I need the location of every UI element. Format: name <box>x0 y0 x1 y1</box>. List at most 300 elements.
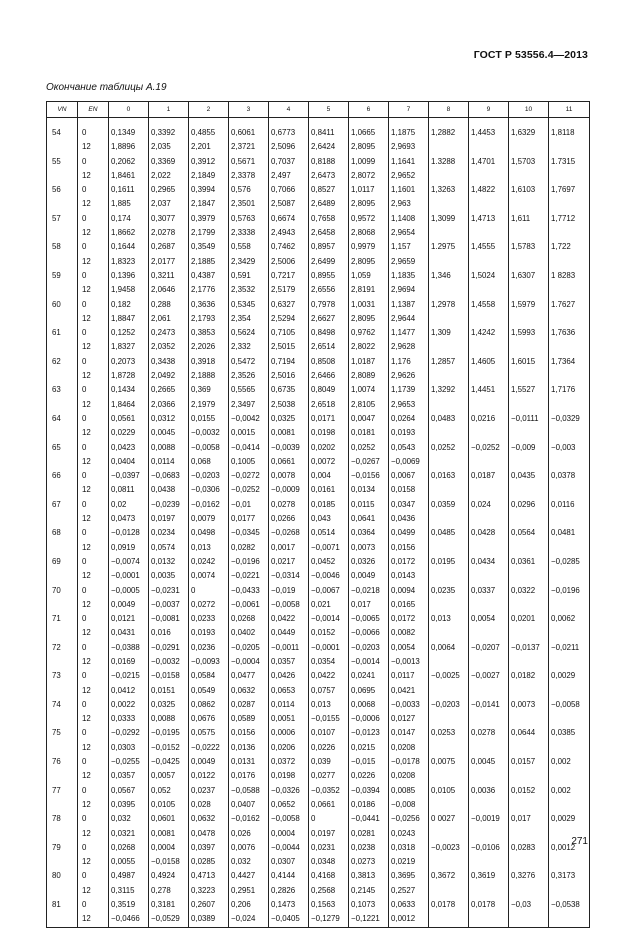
table-cell: 2,9644 <box>389 312 429 326</box>
table-cell: 0,0428 <box>469 526 509 540</box>
table-cell: 0,0549 <box>189 684 229 698</box>
table-cell: 0,5565 <box>229 383 269 397</box>
table-cell: −0,0239 <box>149 498 189 512</box>
table-cell: 0,576 <box>229 183 269 197</box>
table-row <box>47 798 590 812</box>
table-cell: −0,0058 <box>189 441 229 455</box>
table-row <box>47 555 590 569</box>
table-cell <box>47 255 78 269</box>
table-cell: 0,0115 <box>349 498 389 512</box>
table-cell: 2,061 <box>149 312 189 326</box>
table-cell: −0,008 <box>389 798 429 812</box>
table-cell: 1,6103 <box>509 183 549 197</box>
table-cell: 0,7462 <box>269 240 309 254</box>
table-row <box>47 898 590 912</box>
table-row <box>47 398 590 412</box>
table-cell: 0,0268 <box>229 612 269 626</box>
table-cell: 0,0426 <box>269 669 309 683</box>
table-cell: 12 <box>78 598 109 612</box>
table-cell: 1,1835 <box>389 269 429 283</box>
table-cell: 0,0088 <box>149 712 189 726</box>
table-row <box>47 355 590 369</box>
table-cell <box>47 541 78 555</box>
table-cell: −0,0156 <box>349 469 389 483</box>
table-cell: 0,0231 <box>309 841 349 855</box>
table-cell: 0,0661 <box>269 455 309 469</box>
table-cell: 2,3721 <box>229 140 269 154</box>
table-cell: 63 <box>47 383 78 397</box>
table-cell: 0,0633 <box>389 898 429 912</box>
table-cell: 0 <box>78 555 109 569</box>
table-cell: 1,7712 <box>549 212 590 226</box>
table-cell: 0,0049 <box>349 569 389 583</box>
table-cell: −0,0093 <box>189 655 229 669</box>
table-cell: −0,0306 <box>189 483 229 497</box>
table-cell: 78 <box>47 812 78 826</box>
table-cell: 1,4555 <box>469 240 509 254</box>
table-cell: 0,0171 <box>309 412 349 426</box>
table-cell: 0,017 <box>509 812 549 826</box>
table-cell <box>47 912 78 927</box>
table-cell: 0,0157 <box>509 755 549 769</box>
table-cell: 0,3918 <box>189 355 229 369</box>
table-cell: 72 <box>47 641 78 655</box>
table-cell <box>549 455 590 469</box>
table-row <box>47 340 590 354</box>
table-cell: 0,2951 <box>229 884 269 898</box>
table-cell: −0,0195 <box>149 726 189 740</box>
table-row <box>47 212 590 226</box>
table-cell: 0,0152 <box>509 784 549 798</box>
table-cell: 81 <box>47 898 78 912</box>
table-cell: 2,5016 <box>269 369 309 383</box>
table-cell <box>509 169 549 183</box>
table-row <box>47 855 590 869</box>
table-cell: 0,0348 <box>309 855 349 869</box>
table-cell: −0,1221 <box>349 912 389 927</box>
table-row <box>47 483 590 497</box>
table-cell: 0 <box>78 183 109 197</box>
table-cell: 0,016 <box>149 626 189 640</box>
table-cell: 0,0161 <box>309 483 349 497</box>
table-cell <box>429 684 469 698</box>
table-cell: 0,8188 <box>309 155 349 169</box>
table-cell: −0,0215 <box>109 669 149 683</box>
table-cell: 12 <box>78 912 109 927</box>
table-cell: 2,6556 <box>309 283 349 297</box>
table-cell: 0,0131 <box>229 755 269 769</box>
table-cell: 0,0178 <box>429 898 469 912</box>
table-cell: 0,032 <box>229 855 269 869</box>
table-cell: 12 <box>78 512 109 526</box>
table-cell: −0,0011 <box>269 641 309 655</box>
table-cell: 0,3276 <box>509 869 549 883</box>
table-cell <box>509 369 549 383</box>
table-row <box>47 183 590 197</box>
table-cell: −0,0433 <box>229 584 269 598</box>
table-cell: −0,0123 <box>349 726 389 740</box>
table-cell: 0,0193 <box>189 626 229 640</box>
table-cell: 1,3099 <box>429 212 469 226</box>
table-row <box>47 526 590 540</box>
table-cell: 1,059 <box>349 269 389 283</box>
column-header-col-6: 6 <box>349 102 389 118</box>
table-cell <box>549 855 590 869</box>
table-cell <box>429 741 469 755</box>
table-cell <box>47 569 78 583</box>
table-cell: −0,0069 <box>389 455 429 469</box>
table-cell: 0,0282 <box>229 541 269 555</box>
table-cell: 12 <box>78 855 109 869</box>
table-cell <box>47 512 78 526</box>
table-cell: 0,0178 <box>469 898 509 912</box>
table-row <box>47 226 590 240</box>
table-cell: 1,8728 <box>109 369 149 383</box>
table-cell: −0,0326 <box>269 784 309 798</box>
table-cell <box>47 169 78 183</box>
table-cell: 54 <box>47 126 78 140</box>
table-cell: 1,1641 <box>389 155 429 169</box>
table-cell: 1,4242 <box>469 326 509 340</box>
table-cell: 77 <box>47 784 78 798</box>
table-cell <box>549 569 590 583</box>
table-cell: 0,0047 <box>349 412 389 426</box>
table-cell: 0,0073 <box>349 541 389 555</box>
table-cell: −0,0023 <box>429 841 469 855</box>
table-cell: 2,332 <box>229 340 269 354</box>
table-cell: 1,9458 <box>109 283 149 297</box>
table-row <box>47 884 590 898</box>
table-cell <box>47 426 78 440</box>
table-cell <box>429 827 469 841</box>
table-cell: 0,0158 <box>389 483 429 497</box>
table-cell: 0,0357 <box>109 769 149 783</box>
table-cell: −0,0207 <box>469 641 509 655</box>
table-cell <box>549 741 590 755</box>
table-cell: 0,0226 <box>349 769 389 783</box>
table-cell: 0,7105 <box>269 326 309 340</box>
table-cell: 0,3211 <box>149 269 189 283</box>
table-cell: 2,8095 <box>349 140 389 154</box>
table-cell: 0,182 <box>109 298 149 312</box>
table-cell: 0,5345 <box>229 298 269 312</box>
table-cell: 0,4427 <box>229 869 269 883</box>
table-cell: −0,0014 <box>349 655 389 669</box>
table-cell: 0,3173 <box>549 869 590 883</box>
table-cell <box>549 369 590 383</box>
table-row <box>47 841 590 855</box>
table-cell <box>429 798 469 812</box>
table-cell: 0,013 <box>189 541 229 555</box>
table-cell: 0,0015 <box>229 426 269 440</box>
table-cell <box>47 798 78 812</box>
table-cell <box>509 769 549 783</box>
table-cell: 12 <box>78 140 109 154</box>
table-cell: 1,1739 <box>389 383 429 397</box>
table-cell <box>549 169 590 183</box>
table-cell: 0,3672 <box>429 869 469 883</box>
table-cell: 2,3338 <box>229 226 269 240</box>
table-row <box>47 712 590 726</box>
table-cell: 2,354 <box>229 312 269 326</box>
table-row <box>47 455 590 469</box>
table-cell: −0,0001 <box>109 569 149 583</box>
table-cell: 0,0272 <box>189 598 229 612</box>
table-cell: −0,0037 <box>149 598 189 612</box>
table-cell: 0,0564 <box>509 526 549 540</box>
table-cell: 0,0233 <box>189 612 229 626</box>
table-cell: −0,0211 <box>549 641 590 655</box>
table-cell: 0,0584 <box>189 669 229 683</box>
table-cell: 2,5006 <box>269 255 309 269</box>
table-cell: 0,0325 <box>149 698 189 712</box>
column-header-col-5: 5 <box>309 102 349 118</box>
table-cell: 0,0187 <box>469 469 509 483</box>
table-cell: 2,5038 <box>269 398 309 412</box>
table-cell: 0,0238 <box>349 841 389 855</box>
table-cell: 0,0431 <box>109 626 149 640</box>
table-cell: 2,3501 <box>229 197 269 211</box>
table-cell <box>469 884 509 898</box>
table-cell <box>549 255 590 269</box>
table-cell: −0,0267 <box>349 455 389 469</box>
table-cell: 1,1875 <box>389 126 429 140</box>
table-cell: 0,9979 <box>349 240 389 254</box>
table-cell: 1.7627 <box>549 298 590 312</box>
table-cell: 1,8323 <box>109 255 149 269</box>
column-header-vn: VN <box>47 102 78 118</box>
table-cell <box>509 712 549 726</box>
table-cell: 0 <box>78 869 109 883</box>
table-cell: 0,0242 <box>189 555 229 569</box>
table-cell: −0,0218 <box>349 584 389 598</box>
table-cell: 0,0325 <box>269 412 309 426</box>
table-cell: 0 <box>78 269 109 283</box>
table-cell: 0,1644 <box>109 240 149 254</box>
table-cell: 0,0081 <box>149 827 189 841</box>
table-cell: 0,0347 <box>389 498 429 512</box>
table-cell: 1,4451 <box>469 383 509 397</box>
table-cell: −0,0027 <box>469 669 509 683</box>
table-cell <box>469 769 509 783</box>
table-cell <box>549 626 590 640</box>
table-cell <box>549 512 590 526</box>
column-header-col-3: 3 <box>229 102 269 118</box>
table-cell: 1,6307 <box>509 269 549 283</box>
table-cell: −0,0006 <box>349 712 389 726</box>
table-cell: 0,5624 <box>229 326 269 340</box>
table-cell: 0,6674 <box>269 212 309 226</box>
table-cell: −0,0292 <box>109 726 149 740</box>
table-cell: 0 <box>78 298 109 312</box>
table-cell <box>509 312 549 326</box>
table-cell: 76 <box>47 755 78 769</box>
spacer-row <box>47 118 590 127</box>
table-cell: 2,1776 <box>189 283 229 297</box>
table-cell: 12 <box>78 283 109 297</box>
column-header-col-9: 9 <box>469 102 509 118</box>
table-cell: 0,0182 <box>509 669 549 683</box>
table-cell: 74 <box>47 698 78 712</box>
table-cell <box>509 483 549 497</box>
table-cell: 0 <box>78 441 109 455</box>
table-cell <box>429 855 469 869</box>
table-row <box>47 626 590 640</box>
table-cell: 0,0473 <box>109 512 149 526</box>
table-cell: 12 <box>78 455 109 469</box>
table-cell <box>509 827 549 841</box>
page-number: 271 <box>571 836 588 847</box>
table-cell: 2,035 <box>149 140 189 154</box>
table-cell: 69 <box>47 555 78 569</box>
table-cell: 0,0114 <box>149 455 189 469</box>
table-row <box>47 498 590 512</box>
table-cell: −0,0538 <box>549 898 590 912</box>
table-cell: −0,0314 <box>269 569 309 583</box>
table-cell: −0,0441 <box>349 812 389 826</box>
table-cell: −0,019 <box>269 584 309 598</box>
table-cell <box>429 541 469 555</box>
table-cell <box>429 169 469 183</box>
table-cell: 66 <box>47 469 78 483</box>
table-cell: 2,9694 <box>389 283 429 297</box>
table-cell: 2,9652 <box>389 169 429 183</box>
table-cell: 0,6061 <box>229 126 269 140</box>
table-cell: 0 <box>78 526 109 540</box>
table-cell: 0,0181 <box>349 426 389 440</box>
table-cell: 2,1885 <box>189 255 229 269</box>
table-cell: 0,0485 <box>429 526 469 540</box>
table-cell: 0,0574 <box>149 541 189 555</box>
table-cell: 2,201 <box>189 140 229 154</box>
table-cell: 0,3912 <box>189 155 229 169</box>
table-row <box>47 769 590 783</box>
table-cell: 0,0226 <box>309 741 349 755</box>
table-cell: 0 <box>78 612 109 626</box>
table-cell: 1,1408 <box>389 212 429 226</box>
table-cell: 0,0012 <box>389 912 429 927</box>
table-cell <box>429 340 469 354</box>
table-cell: 2,9653 <box>389 398 429 412</box>
table-cell: 2,1849 <box>189 169 229 183</box>
table-cell: 12 <box>78 655 109 669</box>
table-cell: 1,3292 <box>429 383 469 397</box>
table-cell: 0,0075 <box>429 755 469 769</box>
table-cell: 0,0397 <box>189 841 229 855</box>
table-cell: 0,0252 <box>349 441 389 455</box>
table-cell: −0,0252 <box>469 441 509 455</box>
table-cell: −0,01 <box>229 498 269 512</box>
table-cell: 2,5015 <box>269 340 309 354</box>
table-cell <box>47 283 78 297</box>
table-cell: 0,1473 <box>269 898 309 912</box>
table-cell <box>469 798 509 812</box>
table-cell: 0,288 <box>149 298 189 312</box>
table-cell: 0,0208 <box>389 769 429 783</box>
table-cell <box>47 884 78 898</box>
table-cell: 0,0412 <box>109 684 149 698</box>
table-cell: −0,0025 <box>429 669 469 683</box>
table-cell: 0,0197 <box>149 512 189 526</box>
table-cell: 0,0117 <box>389 669 429 683</box>
table-cell: −0,0014 <box>309 612 349 626</box>
table-cell: −0,0039 <box>269 441 309 455</box>
table-cell: 0,0172 <box>389 612 429 626</box>
table-cell: 79 <box>47 841 78 855</box>
table-cell: 2,8095 <box>349 255 389 269</box>
table-cell: 0,0176 <box>229 769 269 783</box>
table-cell: 0,0165 <box>389 598 429 612</box>
table-cell: 12 <box>78 541 109 555</box>
table-cell <box>47 455 78 469</box>
table-cell: −0,0005 <box>109 584 149 598</box>
table-cell: 0,3636 <box>189 298 229 312</box>
table-cell: 0,8527 <box>309 183 349 197</box>
table-cell: 0,1252 <box>109 326 149 340</box>
table-cell: 0,002 <box>549 755 590 769</box>
table-cell: 12 <box>78 340 109 354</box>
table-cell: −0,1279 <box>309 912 349 927</box>
table-cell: 0,0193 <box>389 426 429 440</box>
table-cell: −0,0203 <box>429 698 469 712</box>
table-cell: 12 <box>78 255 109 269</box>
table-cell: 0,6327 <box>269 298 309 312</box>
table-cell <box>469 398 509 412</box>
table-cell: −0,0137 <box>509 641 549 655</box>
table-cell: 60 <box>47 298 78 312</box>
table-cell: 0,0076 <box>229 841 269 855</box>
table-cell: −0,0042 <box>229 412 269 426</box>
table-cell: 0,0143 <box>389 569 429 583</box>
table-row <box>47 784 590 798</box>
table-cell: 2,0366 <box>149 398 189 412</box>
table-cell: 0,0045 <box>469 755 509 769</box>
table-cell <box>429 512 469 526</box>
table-cell <box>47 712 78 726</box>
table-cell <box>509 140 549 154</box>
table-cell: 1,5527 <box>509 383 549 397</box>
table-cell <box>549 769 590 783</box>
table-cell: −0,0255 <box>109 755 149 769</box>
table-cell: −0,0155 <box>309 712 349 726</box>
table-cell <box>469 197 509 211</box>
table-cell: 0,8957 <box>309 240 349 254</box>
table-cell: −0,0256 <box>389 812 429 826</box>
table-cell: 2,5179 <box>269 283 309 297</box>
table-cell <box>429 255 469 269</box>
table-cell <box>429 140 469 154</box>
table-cell: 0,0185 <box>309 498 349 512</box>
table-cell: 0,0449 <box>269 626 309 640</box>
table-cell: 0 <box>78 641 109 655</box>
table-caption: Окончание таблицы А.19 <box>46 82 167 93</box>
table-row <box>47 569 590 583</box>
table-cell <box>509 426 549 440</box>
table-cell: 0,0072 <box>309 455 349 469</box>
table-cell: 0 0027 <box>429 812 469 826</box>
table-cell: 0 <box>78 784 109 798</box>
table-cell: 0,6735 <box>269 383 309 397</box>
table-cell <box>469 483 509 497</box>
table-cell: 2,0352 <box>149 340 189 354</box>
table-cell: 0,8508 <box>309 355 349 369</box>
table-cell: 2,1793 <box>189 312 229 326</box>
table-cell: 61 <box>47 326 78 340</box>
table-cell: 0,0321 <box>109 827 149 841</box>
table-cell: 2,8068 <box>349 226 389 240</box>
table-cell: 2,1888 <box>189 369 229 383</box>
table-row <box>47 169 590 183</box>
